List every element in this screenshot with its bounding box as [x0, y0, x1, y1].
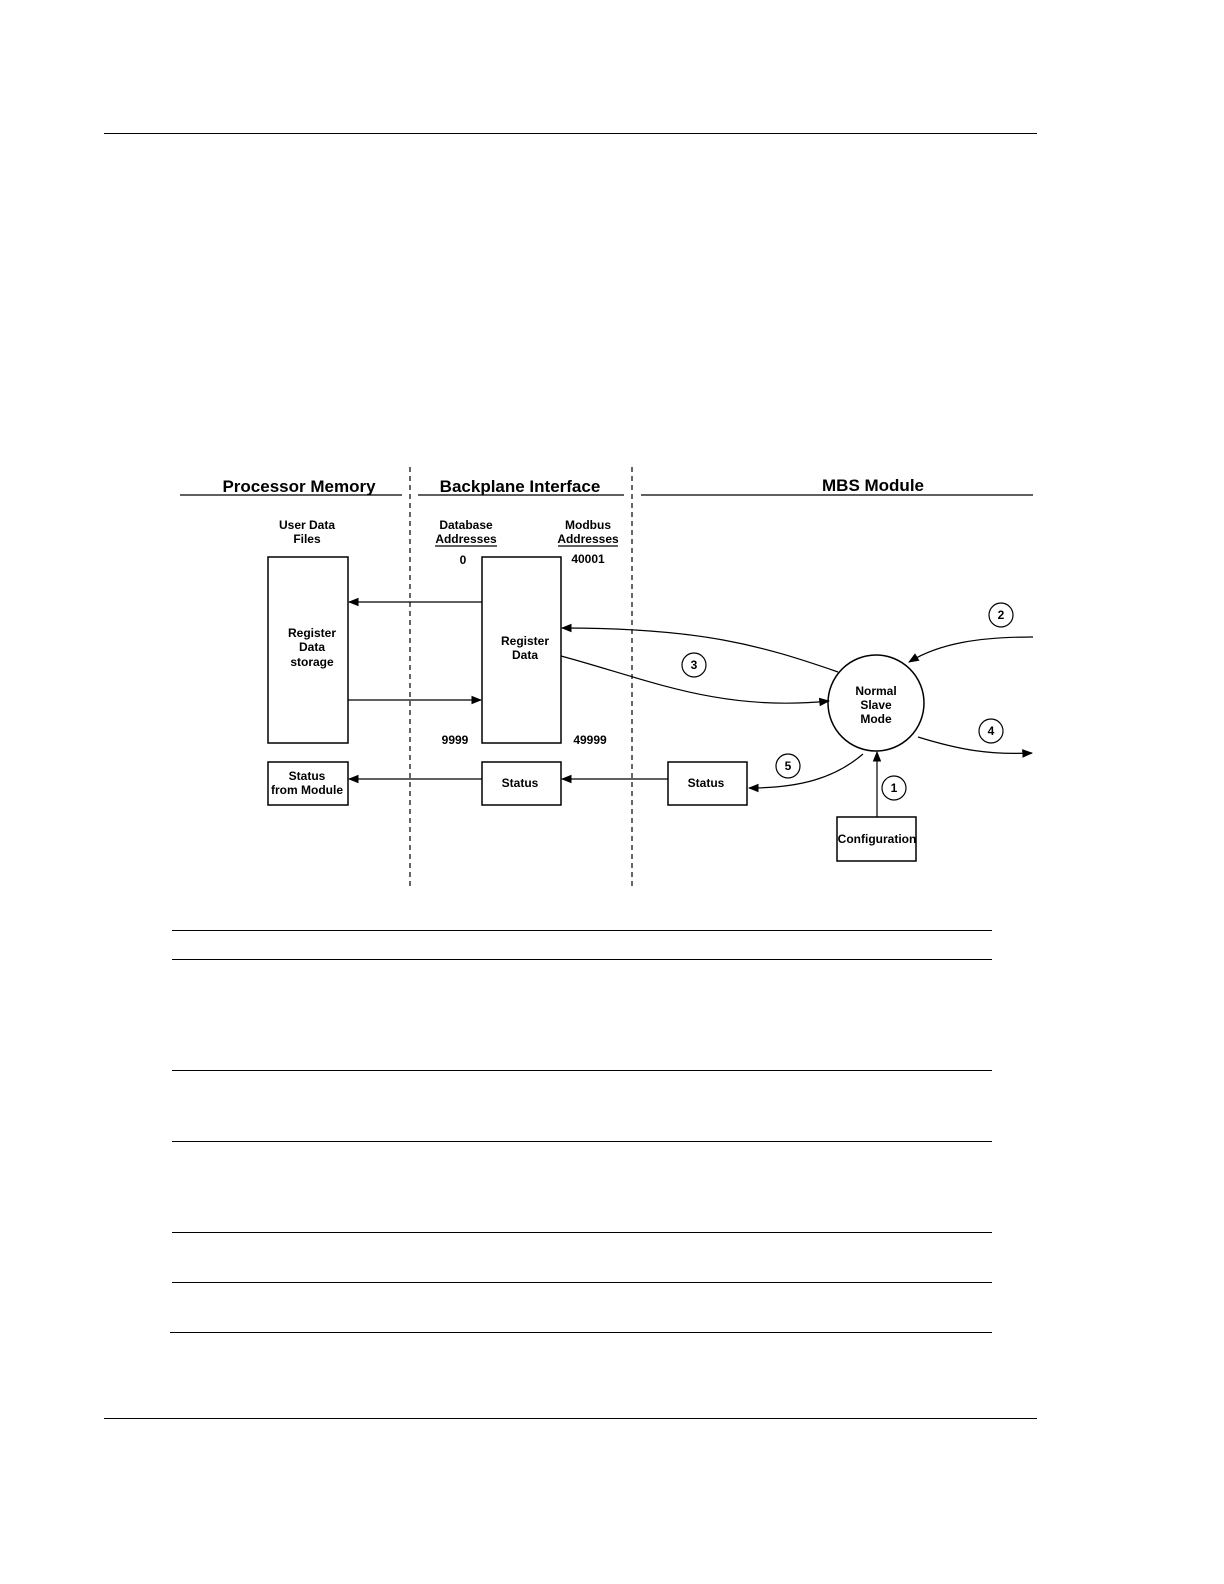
section-processor-memory: Processor Memory: [222, 477, 376, 496]
status-from-module-label-2: from Module: [271, 783, 343, 797]
user-data-files-label-1: User Data: [278, 518, 336, 532]
table-rule: [172, 1141, 992, 1142]
status-backplane-label: Status: [501, 776, 539, 790]
register-data-storage-label-3: storage: [290, 655, 334, 669]
bottom-rule: [104, 1418, 1037, 1419]
register-data-label-1: Register: [500, 634, 550, 648]
modbus-end-address: 49999: [573, 733, 607, 747]
register-data-label-2: Data: [511, 648, 539, 662]
db-end-address: 9999: [441, 733, 469, 747]
mode-label-2: Slave: [860, 698, 892, 712]
table-rule: [172, 1232, 992, 1233]
step-4-label: 4: [987, 724, 995, 738]
status-module-label: Status: [687, 776, 725, 790]
step-2-label: 2: [997, 608, 1005, 622]
table-rule: [172, 959, 992, 960]
modbus-addresses-label-1: Modbus: [565, 518, 611, 532]
arrow-response-out: [918, 737, 1032, 753]
database-addresses-label-1: Database: [439, 518, 493, 532]
user-data-files-label-2: Files: [293, 532, 321, 546]
arrow-mode-to-status: [749, 754, 863, 788]
table-rule: [172, 930, 992, 931]
register-data-storage-label-2: Data: [298, 640, 326, 654]
step-1-label: 1: [890, 781, 898, 795]
register-data-storage-label-1: Register: [287, 626, 337, 640]
database-addresses-label-2: Addresses: [435, 532, 497, 546]
configuration-label: Configuration: [837, 832, 917, 846]
section-backplane-interface: Backplane Interface: [439, 477, 601, 496]
mode-label-3: Mode: [860, 712, 892, 726]
step-3-label: 3: [690, 658, 698, 672]
modbus-start-address: 40001: [571, 552, 605, 566]
status-from-module-label-1: Status: [288, 769, 326, 783]
arrow-request-in: [909, 637, 1033, 662]
section-mbs-module: MBS Module: [822, 476, 924, 495]
mode-label-1: Normal: [855, 684, 897, 698]
step-5-label: 5: [784, 759, 792, 773]
table-rule: [170, 1332, 992, 1333]
db-start-address: 0: [459, 553, 467, 567]
table-rule: [172, 1070, 992, 1071]
table-rule: [172, 1282, 992, 1283]
modbus-addresses-label-2: Addresses: [557, 532, 619, 546]
